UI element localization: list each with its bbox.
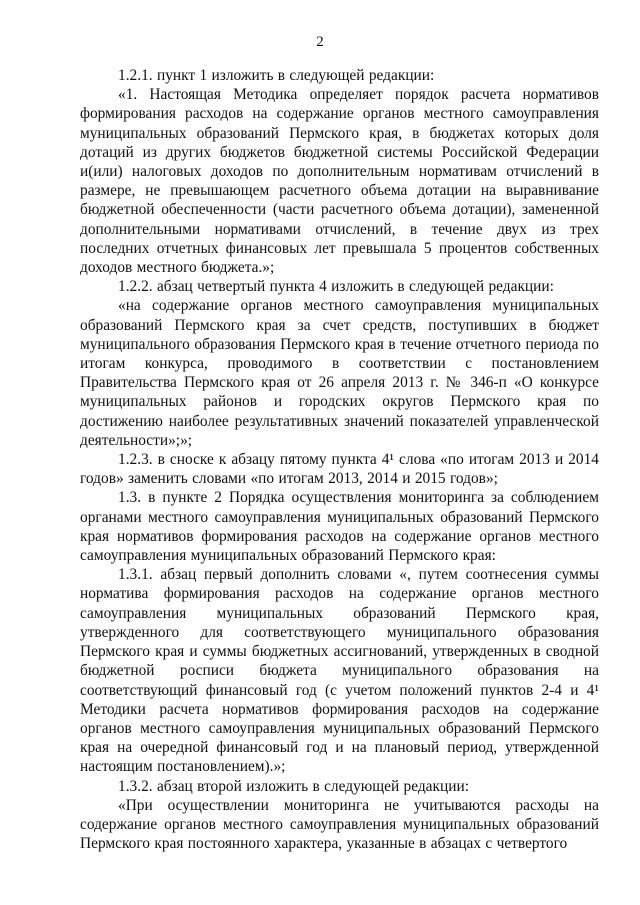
paragraph-1-2-3: 1.2.3. в сноске к абзацу пятому пункта 4¹ слова «по итогам 2013 и 2014 годов» заменить словами «по итогам 2013, 2014 и 2015 годов»; — [80, 451, 599, 488]
page-number: 2 — [316, 34, 324, 50]
paragraph-1-3-2: 1.3.2. абзац второй изложить в следующей редакции: — [118, 777, 469, 795]
document-body — [80, 66, 599, 853]
paragraph-1-3-1: 1.3.1. абзац первый дополнить словами «, путем соотнесения суммы норматива формирования расходов на содержание органов местного самоуправления муниципальных образований Пермского края, утвержденного для соответствующего муниципального образования Пермского края и суммы бюджетных ассигнований, утвержденных в сводной бюджетной росписи бюджета муниципального образования на соответствующий финансовый год (с учетом положений пунктов 2-4 и 4¹ Методики расчета нормативов формирования расходов на содержание органов местного самоуправления муниципальных образований Пермского края на очередной финансовый год и на плановый период, утвержденной настоящим постановлением).»; — [80, 566, 599, 776]
paragraph-1-2-1: 1.2.1. пункт 1 изложить в следующей редакции: — [118, 67, 435, 84]
paragraph-1-2-2: 1.2.2. абзац четвертый пункта 4 изложить в следующей редакции: — [118, 278, 554, 296]
paragraph-quote-monitoring: «При осуществлении мониторинга не учитываются расходы на содержание органов местного самоуправления муниципальных образований Пермского края постоянного характера, указанные в абзацах с четвертого — [80, 796, 599, 853]
paragraph-quote-contest: «на содержание органов местного самоуправления муниципальных образований Пермского края за счет средств, поступивших в бюджет муниципального образования Пермского края в течение отчетного периода по итогам конкурса, проводимого в соответствии с постановлением Правительства Пермского края от 26 апреля 2013 г. № 346-п «О конкурсе муниципальных районов и городских округов Пермского края по достижению наиболее результативных значений показателей управленческой деятельности»;»; — [80, 297, 599, 449]
paragraph-1-3: 1.3. в пункте 2 Порядка осуществления мониторинга за соблюдением органами местного самоуправления муниципальных образований Пермского края нормативов формирования расходов на содержание органов местного самоуправления муниципальных образований Пермского края: — [80, 489, 599, 565]
paragraph-quote-methodology: «1. Настоящая Методика определяет порядок расчета нормативов формирования расходов на содержание органов местного самоуправления муниципальных образований Пермского края, в бюджетах которых доля дотаций из других бюджетов бюджетной системы Российской Федерации и(или) налоговых доходов по дополнительным нормативам отчислений в размере, не превышающем расчетного объема дотации на выравнивание бюджетной обеспеченности (части расчетного объема дотации), замененной дополнительными нормативами отчислений, в течение двух из трех последних отчетных финансовых лет превышала 5 процентов собственных доходов местного бюджета.»; — [80, 86, 599, 277]
